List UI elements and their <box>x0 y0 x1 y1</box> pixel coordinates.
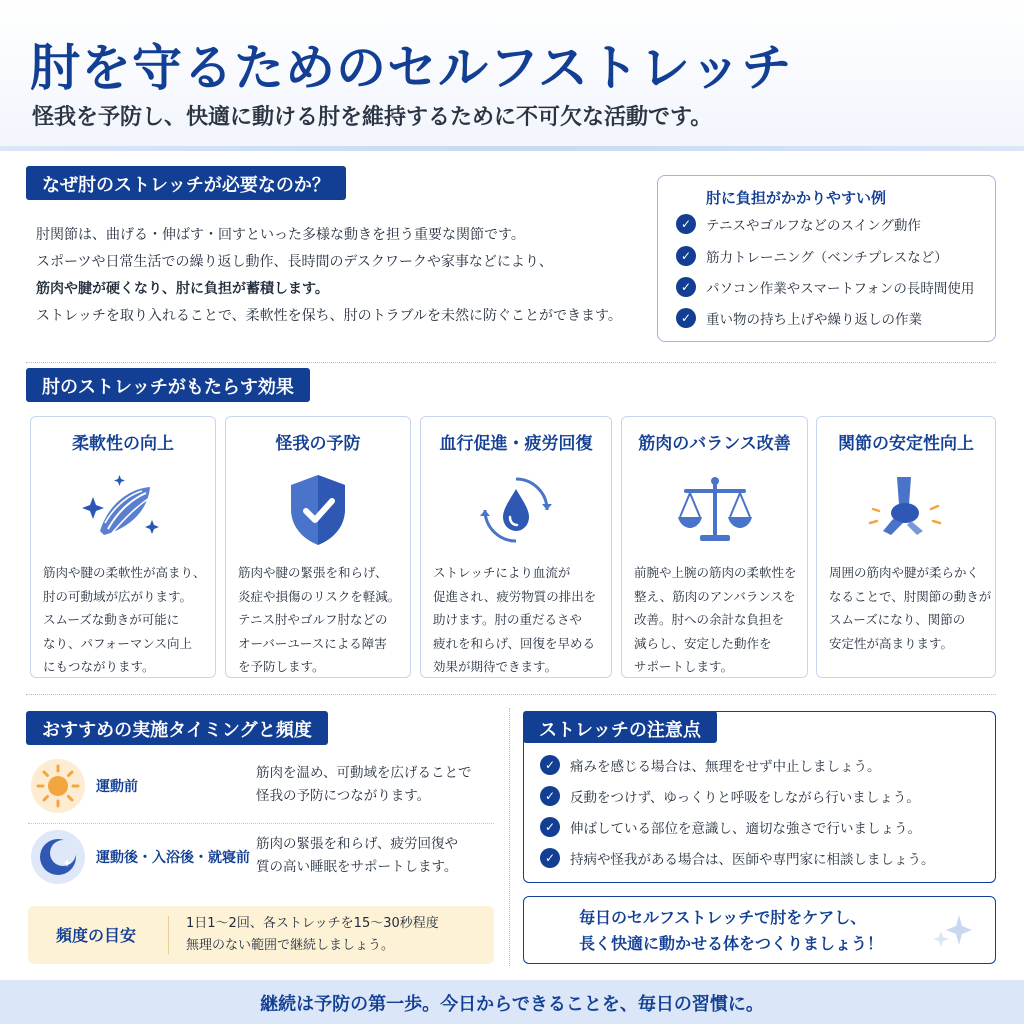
effect-card-line: 筋肉や腱の緊張を和らげ、 <box>238 565 388 580</box>
balance-scale-icon <box>670 465 760 555</box>
timing-line: 筋肉の緊張を和らげ、疲労回復や <box>256 836 458 852</box>
effect-card-line: 整え、筋肉のアンバランスを <box>634 588 796 604</box>
caution-item <box>540 817 921 837</box>
effect-card-text <box>238 561 402 679</box>
load-example-text: 重い物の持ち上げや繰り返しの作業 <box>706 312 922 328</box>
frequency-box <box>28 906 494 964</box>
blood-drop-cycle-icon <box>471 465 561 555</box>
sparkle-icon <box>933 913 973 949</box>
column-divider <box>509 708 510 966</box>
section-divider <box>26 362 996 363</box>
check-icon: ✓ <box>540 755 560 775</box>
effect-card-line: 助けます。肘の重だるさや <box>433 612 583 627</box>
frequency-text <box>186 913 439 957</box>
effect-card-line: テニス肘やゴルフ肘などの <box>238 612 388 627</box>
caution-item <box>540 786 920 806</box>
effect-card-circulation <box>420 416 612 678</box>
frequency-line: 無理のない範囲で継続しましょう。 <box>186 938 395 953</box>
load-example-item <box>676 277 974 297</box>
effect-card-line: ストレッチにより血流が <box>433 565 571 580</box>
caution-item <box>540 755 881 775</box>
effect-card-line: 効果が期待できます。 <box>433 659 558 674</box>
effect-card-line: スムーズな動きが可能に <box>43 612 180 627</box>
muscle-sparkle-icon <box>78 465 168 555</box>
section-heading-cautions: ストレッチの注意点 <box>523 711 717 743</box>
effect-card-line: 安定性が高まります。 <box>829 635 954 651</box>
timing-row-after <box>28 827 494 889</box>
load-example-text: パソコン作業やスマートフォンの長時間使用 <box>706 281 975 297</box>
effect-card-line: 改善。肘への余計な負担を <box>634 612 785 627</box>
check-icon: ✓ <box>540 786 560 806</box>
effect-card-injury-prevention <box>225 416 411 678</box>
check-icon: ✓ <box>676 277 696 297</box>
why-line: 肘関節は、曲げる・伸ばす・回すといった多様な動きを担う重要な関節です。 <box>36 227 525 243</box>
page-subtitle: 怪我を予防し、快適に動ける肘を維持するために不可欠な活動です。 <box>32 105 713 130</box>
effect-card-line: なり、パフォーマンス向上 <box>43 635 193 651</box>
effect-card-line: 減らし、安定した動作を <box>634 635 772 651</box>
check-icon: ✓ <box>676 214 696 234</box>
section-heading-effects: 肘のストレッチがもたらす効果 <box>26 368 310 402</box>
cautions-box <box>523 711 996 883</box>
load-example-text: 筋力トレーニング（ベンチプレスなど） <box>706 250 948 266</box>
effect-card-title: 血行促進・疲労回復 <box>439 434 593 454</box>
check-icon: ✓ <box>676 308 696 328</box>
message-line: 長く快適に動かせる体をつくりましょう！ <box>579 934 884 953</box>
timing-line: 怪我の予防につながります。 <box>256 788 431 804</box>
caution-text: 伸ばしている部位を意識し、適切な強さで行いましょう。 <box>570 821 921 837</box>
check-icon: ✓ <box>540 848 560 868</box>
effect-card-line: にもつながります。 <box>43 659 155 674</box>
load-examples-title: 肘に負担がかかりやすい例 <box>706 189 887 207</box>
footer-text: 継続は予防の第一歩。今日からできることを、毎日の習慣に。 <box>260 994 764 1015</box>
effect-card-title: 関節の安定性向上 <box>838 434 974 454</box>
effect-card-title: 怪我の予防 <box>275 434 361 454</box>
frequency-label: 頻度の目安 <box>56 926 137 945</box>
frequency-line: 1日1〜2回、各ストレッチを15〜30秒程度 <box>186 916 439 931</box>
why-text <box>36 222 646 330</box>
check-icon: ✓ <box>540 817 560 837</box>
effect-card-line: を予防します。 <box>238 659 325 674</box>
check-icon: ✓ <box>676 246 696 266</box>
effect-card-line: 炎症や損傷のリスクを軽減。 <box>238 588 401 604</box>
load-example-item <box>676 246 948 266</box>
page-title: 肘を守るためのセルフストレッチ <box>30 39 793 97</box>
effect-card-joint-stability <box>816 416 996 678</box>
effect-card-title: 柔軟性の向上 <box>72 434 174 454</box>
caution-text: 反動をつけず、ゆっくりと呼吸をしながら行いましょう。 <box>570 790 920 806</box>
message-text <box>579 905 883 957</box>
footer <box>0 980 1024 1024</box>
effect-card-line: 周囲の筋肉や腱が柔らかく <box>829 565 980 580</box>
caution-text: 痛みを感じる場合は、無理をせず中止しましょう。 <box>570 759 881 775</box>
effect-card-line: スムーズになり、関節の <box>829 612 966 627</box>
timing-description <box>256 762 471 808</box>
why-line: 筋肉や腱が硬くなり、肘に負担が蓄積します。 <box>36 281 329 297</box>
timing-divider <box>28 823 494 824</box>
timing-line: 筋肉を温め、可動域を広げることで <box>256 765 472 781</box>
caution-text: 持病や怪我がある場合は、医師や専門家に相談しましょう。 <box>570 852 935 868</box>
load-example-item <box>676 308 922 328</box>
header <box>0 0 1024 148</box>
effect-card-line: なることで、肘関節の動きが <box>829 588 992 604</box>
load-example-text: テニスやゴルフなどのスイング動作 <box>706 218 921 234</box>
effect-card-text <box>43 561 207 679</box>
frequency-divider <box>168 916 169 954</box>
timing-row-before-exercise <box>28 756 494 818</box>
effect-card-text <box>433 561 603 679</box>
sun-icon <box>30 758 86 814</box>
effect-card-line: 疲れを和らげ、回復を早める <box>433 635 596 651</box>
load-examples-box <box>657 175 996 342</box>
timing-label: 運動後・入浴後・就寝前 <box>96 850 250 866</box>
header-divider <box>0 146 1024 151</box>
effect-card-text <box>634 561 799 679</box>
why-line: スポーツや日常生活での繰り返し動作、長時間のデスクワークや家事などにより、 <box>36 254 553 270</box>
moon-icon <box>30 829 86 885</box>
joint-icon <box>861 465 951 555</box>
effect-card-text <box>829 561 992 655</box>
shield-check-icon <box>273 465 363 555</box>
section-heading-timing: おすすめの実施タイミングと頻度 <box>26 711 328 745</box>
effect-card-line: サポートします。 <box>634 659 734 674</box>
effect-card-line: 肘の可動域が広がります。 <box>43 588 193 604</box>
section-divider <box>26 694 996 695</box>
effect-card-line: 筋肉や腱の柔軟性が高まり、 <box>43 565 206 580</box>
effect-card-line: 前腕や上腕の筋肉の柔軟性を <box>634 565 797 580</box>
effect-card-flexibility <box>30 416 216 678</box>
message-box <box>523 896 996 964</box>
caution-item <box>540 848 935 868</box>
section-heading-why: なぜ肘のストレッチが必要なのか？ <box>26 166 346 200</box>
load-example-item <box>676 214 921 234</box>
effect-card-line: 促進され、疲労物質の排出を <box>433 588 597 604</box>
timing-line: 質の高い睡眠をサポートします。 <box>256 859 458 875</box>
why-line: ストレッチを取り入れることで、柔軟性を保ち、肘のトラブルを未然に防ぐことができます。 <box>36 308 622 324</box>
effect-card-muscle-balance <box>621 416 808 678</box>
effect-card-line: オーバーユースによる障害 <box>238 635 387 651</box>
effect-card-title: 筋肉のバランス改善 <box>638 434 791 454</box>
message-line: 毎日のセルフストレッチで肘をケアし、 <box>579 908 867 927</box>
timing-label: 運動前 <box>96 779 138 795</box>
timing-description <box>256 833 458 879</box>
